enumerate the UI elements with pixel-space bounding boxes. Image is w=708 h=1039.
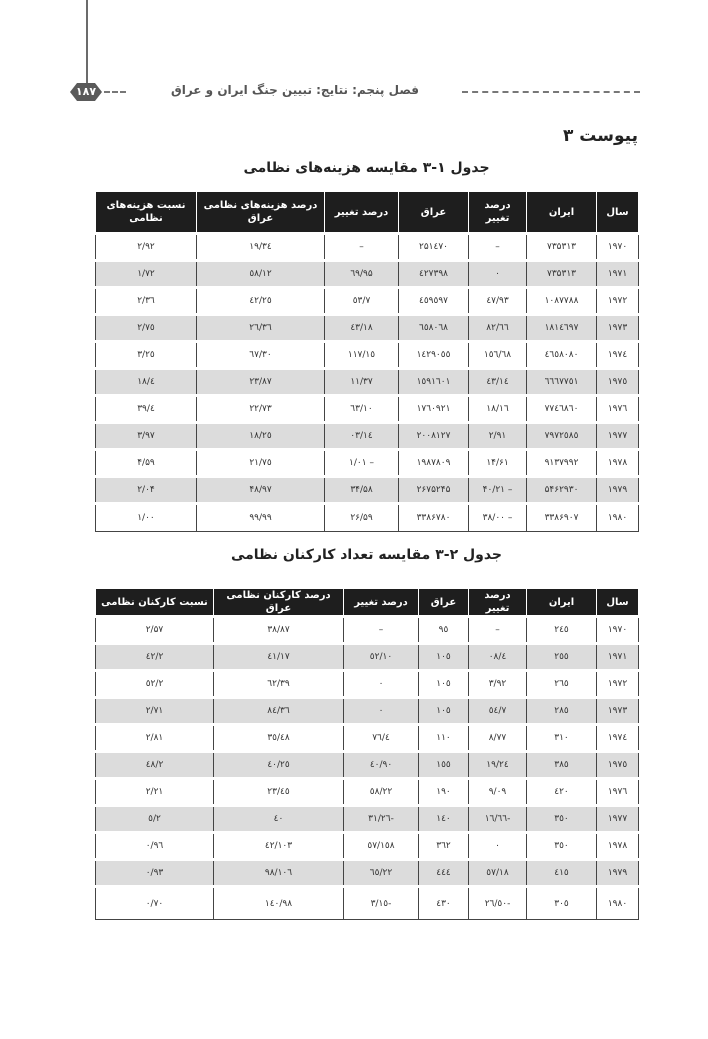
table-cell: -۲٦/۳۱: [344, 806, 419, 833]
table-row: [96, 698, 639, 725]
table-cell: ۱۹۷٦: [597, 779, 639, 806]
table-cell: ۳٦/۲٦: [197, 315, 325, 342]
table-row: [96, 450, 639, 477]
table-cell: ۱۷٦۰۹۲۱: [399, 396, 469, 423]
column-header: درصد تغییر: [344, 589, 419, 617]
table-cell: ۱۹۷٥: [597, 752, 639, 779]
running-header: [70, 80, 640, 104]
table-cell: ۱٤۰: [419, 806, 469, 833]
table-cell: ۲۲/٦٥: [344, 860, 419, 887]
table-cell: ۱۴/۶۱: [469, 450, 527, 477]
table-row: [96, 752, 639, 779]
table-cell: ۲/۹۱: [469, 423, 527, 450]
table-cell: ۰: [344, 671, 419, 698]
table-cell: -۱٦/٦٦: [469, 806, 527, 833]
table2-caption: جدول ۲-۳ مقایسه تعداد کارکنان نظامی: [230, 547, 503, 563]
table-row: [96, 617, 639, 644]
table-cell: ۱٦/۱۸: [469, 396, 527, 423]
table-cell: ۷۷٤٦٨٦٠: [527, 396, 597, 423]
table-row: [96, 887, 639, 920]
table-row: [96, 423, 639, 450]
table-cell: ۱۹۷٤: [597, 342, 639, 369]
table-cell: ٤۰/۲٥: [214, 752, 344, 779]
table-cell: ۳٤/۱۹: [197, 234, 325, 261]
table-row: [96, 342, 639, 369]
table-cell: ۷/٥۳: [325, 288, 399, 315]
table-cell: ۱۹۷٤: [597, 725, 639, 752]
header-dash-right: [462, 91, 640, 93]
table-cell: ۳/۲٥: [96, 342, 197, 369]
table-cell: ۱٤/۰۳: [325, 423, 399, 450]
table-cell: ۱۹۷٦: [597, 396, 639, 423]
table-cell: –: [344, 617, 419, 644]
table-cell: ۲/۳٦: [96, 288, 197, 315]
table-cell: ۱۹۸۰: [597, 887, 639, 920]
table-cell: ۷۳۵۳۱۳: [527, 261, 597, 288]
table-cell: ۳٦۲: [419, 833, 469, 860]
table-cell: ۲/۲۱: [96, 779, 214, 806]
table-cell: ٤٦٥۸۰۸۰: [527, 342, 597, 369]
military-personnel-table: [95, 588, 639, 920]
table-cell: ۱۸۱٤٦۹۷: [527, 315, 597, 342]
table-cell: ۱۹۸۷۸۰۹: [399, 450, 469, 477]
table-cell: – ۱/۰۱: [325, 450, 399, 477]
table-cell: ۱۰/٥۲: [344, 644, 419, 671]
page-number-badge: [70, 80, 102, 104]
table-cell: ۳۰/٦۷: [197, 342, 325, 369]
table-cell: ۱۹۷۸: [597, 450, 639, 477]
table-cell: ۹/۰۹: [469, 779, 527, 806]
table-cell: ۹۹/۹۹: [197, 504, 325, 532]
table-row: [96, 504, 639, 532]
table-cell: ۲۵۱٤۷۰: [399, 234, 469, 261]
table-cell: ۳٦/۸٤: [214, 698, 344, 725]
table-cell: ٦٥۸۰٦۸: [399, 315, 469, 342]
column-header: درصد تغییر: [469, 589, 527, 617]
table-cell: ۲۲/٥۸: [344, 779, 419, 806]
column-header: عراق: [419, 589, 469, 617]
table-cell: ۱۹۷۷: [597, 423, 639, 450]
margin-rule: [86, 0, 88, 88]
table-cell: ۳۸٥: [527, 752, 597, 779]
table-cell: ۱/۷۲: [96, 261, 197, 288]
table-cell: ٤۳/۱٤: [469, 369, 527, 396]
table-cell: ۱۹۷۰: [597, 617, 639, 644]
table-cell: ٤۰/۹۰: [344, 752, 419, 779]
column-header: درصد تغییر: [469, 192, 527, 234]
table-cell: ۱۹۷۸: [597, 833, 639, 860]
table-row: [96, 860, 639, 887]
column-header: ایران: [527, 589, 597, 617]
table-row: [96, 779, 639, 806]
table-cell: ۳۴/۵۸: [325, 477, 399, 504]
table-cell: – ۳۸/۰۰: [469, 504, 527, 532]
table-cell: ۲٥٥: [527, 644, 597, 671]
table-cell: ۲٤٥: [527, 617, 597, 644]
table-row: [96, 477, 639, 504]
table-cell: ۱۰٥: [419, 698, 469, 725]
table-cell: ۱٥٦/٦۸: [469, 342, 527, 369]
table-cell: ٤۲۷۳۹۸: [399, 261, 469, 288]
table-cell: ۱٤۰/۹۸: [214, 887, 344, 920]
table-cell: ۳۸/۸۷: [214, 617, 344, 644]
table-cell: ۷۳۵۳۱۳: [527, 234, 597, 261]
table-cell: ۲/۸۱: [96, 725, 214, 752]
table-cell: ٦۹/۹۵: [325, 261, 399, 288]
table-cell: ٦٦٦۷۷٥۱: [527, 369, 597, 396]
table-cell: ۱۱۷/۱٥: [325, 342, 399, 369]
table-row: [96, 369, 639, 396]
table-cell: ٤۱/۱۷: [214, 644, 344, 671]
table-cell: ۹۱۳۷۹۹۲: [527, 450, 597, 477]
table-cell: ۱۱/۳۷: [325, 369, 399, 396]
table-cell: ٤۲۰: [527, 779, 597, 806]
table-cell: ٤۳/۱۸: [325, 315, 399, 342]
table-cell: ٤/۱۸: [96, 369, 197, 396]
table-cell: ۱۰/٦۳: [325, 396, 399, 423]
table-cell: ۲٥/۱۸: [197, 423, 325, 450]
table-cell: ٤۷/۹۳: [469, 288, 527, 315]
appendix-title: پیوست ۳: [562, 126, 638, 146]
table-cell: ۱٥۸/٥۷: [344, 833, 419, 860]
table-cell: ۳۰٥: [527, 887, 597, 920]
table-row: [96, 396, 639, 423]
table-cell: ۳۳۸۶۹۰۷: [527, 504, 597, 532]
table-cell: ۱۹۷۲: [597, 671, 639, 698]
table-cell: ۱۹۰: [419, 779, 469, 806]
column-header: نسبت هزینه‌های نظامی: [96, 192, 197, 234]
table-cell: ۵۴۶۲۹۳۰: [527, 477, 597, 504]
table-cell: ۰: [344, 698, 419, 725]
table-cell: ۱۰٦/۹۸: [214, 860, 344, 887]
table-cell: ۷/٥٤: [469, 698, 527, 725]
table-cell: –: [469, 617, 527, 644]
table-cell: -۲٦/٥۰: [469, 887, 527, 920]
table-cell: ۱۸/٥۷: [469, 860, 527, 887]
table-row: [96, 234, 639, 261]
table-cell: ۰/۷۰: [96, 887, 214, 920]
table-cell: ۱۹۷٥: [597, 369, 639, 396]
table-cell: ۳٥۰: [527, 833, 597, 860]
table-cell: ۰: [469, 833, 527, 860]
table-cell: ۱۰۸۷۷۸۸: [527, 288, 597, 315]
table-cell: ۳۱۰: [527, 725, 597, 752]
header-dash-left: [104, 91, 126, 93]
column-header: ایران: [527, 192, 597, 234]
table-cell: ۱۱۰: [419, 725, 469, 752]
table-cell: ۱٤۲۹۰٥٥: [399, 342, 469, 369]
table-cell: ۲/۷٥: [96, 315, 197, 342]
table-cell: ۱۹۷۱: [597, 644, 639, 671]
table-cell: ٤۳۰: [419, 887, 469, 920]
table-cell: ٥۸/۱۲: [197, 261, 325, 288]
column-header: درصد هزینه‌های نظامی عراق: [197, 192, 325, 234]
column-header: درصد تغییر: [325, 192, 399, 234]
table-cell: – ۴۰/۲۱: [469, 477, 527, 504]
table-cell: ۲/۰۴: [96, 477, 197, 504]
table-cell: ۲/۵۷: [96, 617, 214, 644]
table-cell: ۱۹۷۱: [597, 261, 639, 288]
table-cell: ٤۱٥: [527, 860, 597, 887]
table-cell: ۰/۹۳: [96, 860, 214, 887]
table-cell: ۷۹۷۲٥۸٥: [527, 423, 597, 450]
table-cell: ۱٥۹۱٦۰۱: [399, 369, 469, 396]
table-cell: ٤/۰۸: [469, 644, 527, 671]
table-header-row: [96, 192, 639, 234]
table-cell: ٤٤٤: [419, 860, 469, 887]
table-cell: ۸/۷۷: [469, 725, 527, 752]
table-row: [96, 725, 639, 752]
table-cell: ۲/٤۸: [96, 752, 214, 779]
column-header: سال: [597, 589, 639, 617]
table-cell: ۱۰٥: [419, 644, 469, 671]
column-header: عراق: [399, 192, 469, 234]
table-row: [96, 833, 639, 860]
table-cell: ۳/۹۷: [96, 423, 197, 450]
table-cell: ۱٥٥: [419, 752, 469, 779]
table-row: [96, 288, 639, 315]
table-cell: ۳٥/٤۸: [214, 725, 344, 752]
table-cell: ۲۳/۸۷: [197, 369, 325, 396]
table-row: [96, 315, 639, 342]
table-cell: ۱/۰۰: [96, 504, 197, 532]
table-cell: ٦٦/۸۲: [469, 315, 527, 342]
table-cell: ٤۲/۲٥: [197, 288, 325, 315]
table-row: [96, 261, 639, 288]
table-cell: ۱۹۷۷: [597, 806, 639, 833]
table-cell: ۱۰۳/٤۲: [214, 833, 344, 860]
table-cell: ۲/٥۲: [96, 671, 214, 698]
table-cell: ۱۹۷۳: [597, 315, 639, 342]
table-cell: ۲٤/۱۹: [469, 752, 527, 779]
table-cell: ۱۹۷۰: [597, 234, 639, 261]
table-cell: ٤/۳۹: [96, 396, 197, 423]
column-header: نسبت کارکنان نظامی: [96, 589, 214, 617]
table-cell: -۳/۱٥: [344, 887, 419, 920]
table-cell: –: [325, 234, 399, 261]
table-cell: ۲/٤۲: [96, 644, 214, 671]
table-cell: ۳/۹۲: [469, 671, 527, 698]
table-cell: ۱۹۷۹: [597, 477, 639, 504]
table-cell: ٤/۷٦: [344, 725, 419, 752]
table-cell: ۱۹۷۲: [597, 288, 639, 315]
table-cell: ٤٥۹٥۹۷: [399, 288, 469, 315]
military-expenditure-table: [95, 191, 639, 532]
table-cell: ۳٥۰: [527, 806, 597, 833]
table-header-row: [96, 589, 639, 617]
table-cell: ۲/۹۲: [96, 234, 197, 261]
table-cell: ۰/۹٦: [96, 833, 214, 860]
column-header: سال: [597, 192, 639, 234]
table-cell: ۱۹۷۳: [597, 698, 639, 725]
table-cell: ۱۹۸۰: [597, 504, 639, 532]
table-cell: ۲۲/۷۳: [197, 396, 325, 423]
table-cell: ۹٥: [419, 617, 469, 644]
column-header: درصد کارکنان نظامی عراق: [214, 589, 344, 617]
table-cell: ۳۹/٦۲: [214, 671, 344, 698]
table-cell: ۱۹۷۹: [597, 860, 639, 887]
table-cell: ٤۰: [214, 806, 344, 833]
chapter-title: فصل پنجم: نتایج: تبیین جنگ ایران و عراق: [171, 83, 419, 97]
table-cell: –: [469, 234, 527, 261]
table-cell: ۲۱/۷٥: [197, 450, 325, 477]
table-cell: ۲۸٥: [527, 698, 597, 725]
table-row: [96, 806, 639, 833]
table-row: [96, 644, 639, 671]
table-cell: ۲۰۰۸۱۲۷: [399, 423, 469, 450]
table-cell: ۲۶۷۵۲۴۵: [399, 477, 469, 504]
table-cell: ۲/٥: [96, 806, 214, 833]
table-cell: ۰: [469, 261, 527, 288]
page-number: ۱۸۷: [75, 85, 97, 98]
table-cell: ۲٦٥: [527, 671, 597, 698]
table-cell: ۴/۵۹: [96, 450, 197, 477]
table1-caption: جدول ۱-۳ مقایسه هزینه‌های نظامی: [243, 160, 490, 176]
table-cell: ٤٥/۲۳: [214, 779, 344, 806]
table-cell: ۲/۷۱: [96, 698, 214, 725]
table-row: [96, 671, 639, 698]
table-cell: ۲۶/۵۹: [325, 504, 399, 532]
table-cell: ۳۳۸۶۷۸۰: [399, 504, 469, 532]
table-cell: ۴۸/۹۷: [197, 477, 325, 504]
table-cell: ۱۰٥: [419, 671, 469, 698]
